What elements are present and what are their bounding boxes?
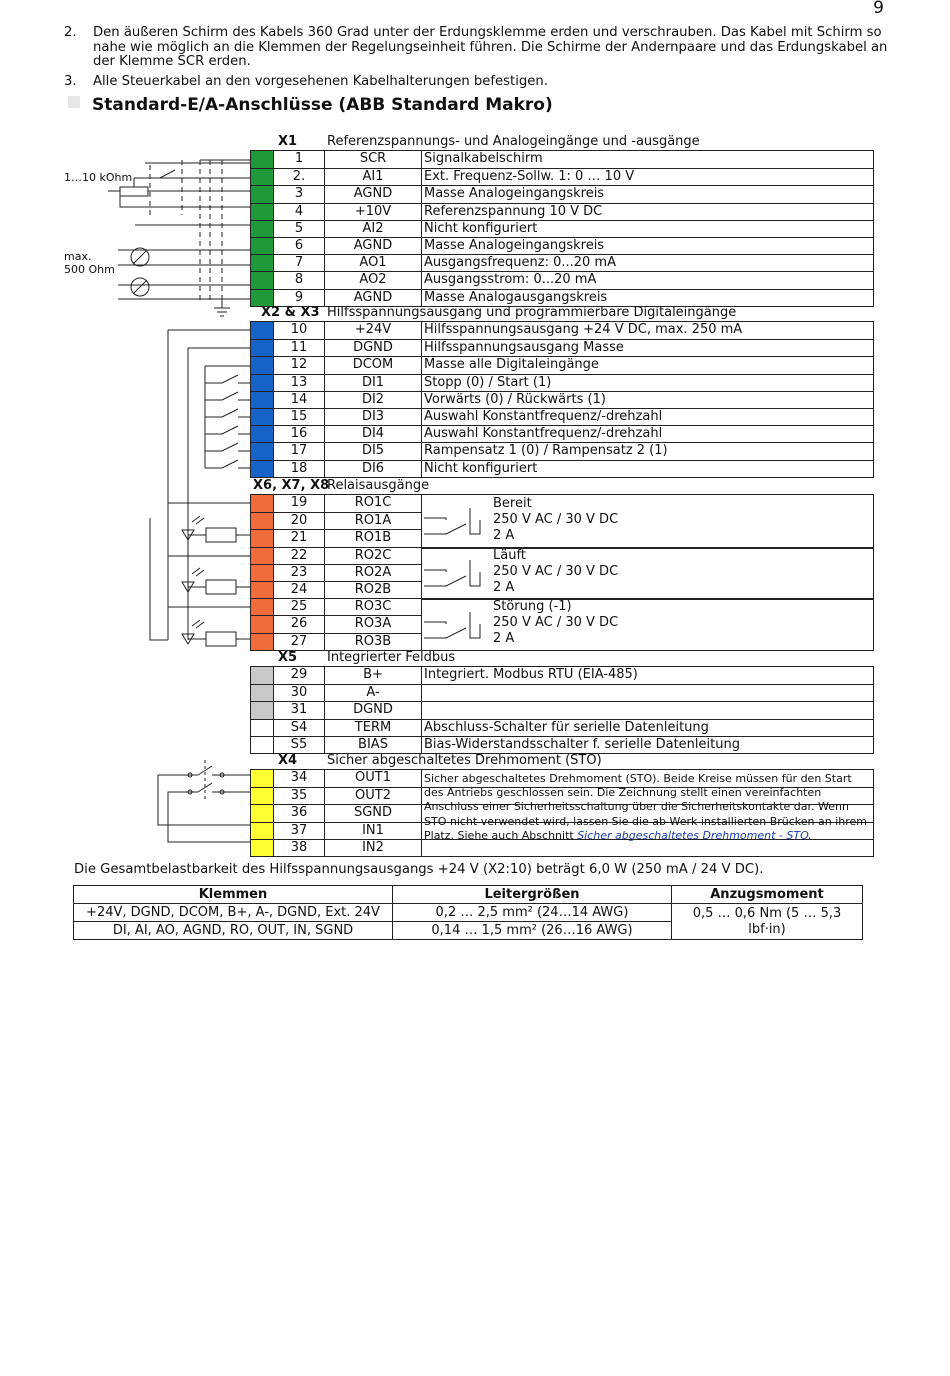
terminal-row [251,425,873,442]
terminal-row [251,667,873,684]
terminal-color-tab [251,186,274,202]
terminal-name: IN1 [325,823,422,839]
terminal-name: DI6 [325,461,422,477]
terminal-name: RO2C [325,548,422,564]
terminal-name: AGND [325,290,422,306]
pot-label: 1…10 kOhm [64,171,133,184]
terminal-number: 10 [274,322,325,339]
spec-row [74,904,863,922]
terminal-color-tab [251,685,274,701]
terminal-color-tab [251,357,274,373]
sto-section-link: Sicher abgeschaltetes Drehmoment - STO. [577,828,812,842]
terminal-number: 9 [274,290,325,306]
terminal-name: RO3A [325,615,422,632]
terminal-name: RO1C [325,495,422,512]
terminal-color-tab [251,204,274,220]
terminal-color-tab [251,667,274,684]
relay-line: 250 V AC / 30 V DC [493,615,619,631]
terminal-description [422,529,873,546]
terminal-number: S4 [274,720,325,736]
block-x5 [250,666,874,754]
terminal-row [251,719,873,736]
terminal-row [251,185,873,202]
terminal-name: AI1 [325,169,422,185]
terminal-name: AO2 [325,272,422,288]
terminal-row [251,322,873,339]
terminal-row [251,408,873,425]
terminal-name: AO1 [325,255,422,271]
terminal-row [251,289,873,306]
terminal-row [251,736,873,753]
block-x6 [250,494,874,651]
terminal-color-tab [251,169,274,185]
terminal-number: 26 [274,615,325,632]
terminal-name: B+ [325,667,422,684]
terminal-number: 29 [274,667,325,684]
terminal-color-tab [251,461,274,477]
group-id: X5 [278,650,298,665]
terminal-number: 3 [274,186,325,202]
terminal-number: 19 [274,495,325,512]
terminal-color-tab [251,720,274,736]
terminal-number: S5 [274,737,325,753]
terminal-color-tab [251,151,274,168]
terminal-description: Rampensatz 1 (0) / Rampensatz 2 (1) [424,443,668,459]
terminal-row [251,356,873,373]
terminal-color-tab [251,805,274,821]
block-x4 [250,769,874,857]
terminal-description: Masse Analogeingangskreis [424,186,605,202]
terminal-number: 16 [274,426,325,442]
terminal-row [251,203,873,220]
terminal-description: Referenzspannung 10 V DC [424,203,603,219]
terminal-description: Auswahl Konstantfrequenz/-drehzahl [424,426,663,442]
group-title: Relaisausgänge [327,478,430,493]
terminal-color-tab [251,633,274,650]
step-text: Alle Steuerkabel an den vorgesehenen Kabelhalterungen befestigen. [93,73,548,89]
terminal-color-tab [251,238,274,254]
terminal-name: RO1A [325,512,422,529]
relay-loads [150,503,250,646]
terminal-number: 25 [274,599,325,615]
terminal-name: +10V [325,204,422,220]
sto-switches [158,760,250,842]
terminal-name: IN2 [325,840,422,856]
col-header-leiter: Leitergrößen [393,886,672,904]
terminal-number: 24 [274,581,325,598]
terminal-name: DI4 [325,426,422,442]
group-title: Hilfsspannungsausgang und programmierbare Digitaleingänge [327,305,737,320]
terminal-name: DI1 [325,375,422,391]
relay-description [493,548,618,596]
terminal-row [251,460,873,477]
page-number: 9 [873,0,884,18]
relay-line: Bereit [493,496,532,511]
terminal-row [251,220,873,237]
terminal-color-tab [251,409,274,425]
terminal-number: 34 [274,770,325,787]
terminal-color-tab [251,581,274,598]
meter-symbol [131,248,149,296]
terminal-row [251,151,873,168]
spec-header-row [74,886,863,904]
terminal-color-tab [251,615,274,632]
terminal-description [422,633,873,650]
group-title: Sicher abgeschaltetes Drehmoment (STO) [327,753,602,768]
terminal-description [422,581,873,598]
terminal-name: DCOM [325,357,422,373]
terminal-row [251,168,873,185]
terminal-row [251,237,873,254]
terminal-description: Nicht konfiguriert [424,220,538,236]
terminal-color-tab [251,599,274,615]
terminal-description [422,702,873,718]
terminal-number: 38 [274,840,325,856]
sto-description [424,772,870,843]
relay-line: 2 A [493,579,515,595]
terminal-color-tab [251,255,274,271]
terminal-description: Masse Analogausgangskreis [424,289,608,305]
terminal-number: 2. [274,169,325,185]
col-header-anzug: Anzugsmoment [672,886,863,904]
terminal-number: 7 [274,255,325,271]
group-id: X4 [278,753,298,768]
relay-description [493,599,618,647]
group-title: Integrierter Feldbus [327,650,456,665]
terminal-description: Vorwärts (0) / Rückwärts (1) [424,391,606,407]
terminal-number: 17 [274,443,325,459]
terminal-number: 31 [274,702,325,718]
terminal-number: 36 [274,805,325,821]
step-number: 2. [64,25,77,40]
relay-description [493,496,618,544]
group-id: X2 & X3 [261,305,320,320]
cell-torque: 0,5 … 0,6 Nm (5 … 5,3 lbf·in) [672,904,863,940]
terminal-color-tab [251,702,274,718]
ground-symbol [214,300,230,316]
step-number: 3. [64,73,77,89]
terminal-number: 6 [274,238,325,254]
block-x2 [250,321,874,478]
terminal-row [251,442,873,459]
terminal-description [422,495,873,512]
terminal-number: 8 [274,272,325,288]
terminal-name: RO1B [325,529,422,546]
terminal-description: Auswahl Konstantfrequenz/-drehzahl [424,408,663,424]
terminal-name: RO2B [325,581,422,598]
terminal-color-tab [251,392,274,408]
terminal-color-tab [251,548,274,564]
relay-line: Störung (-1) [493,599,572,615]
terminal-name: OUT1 [325,770,422,787]
terminal-color-tab [251,512,274,529]
terminal-number: 23 [274,564,325,581]
terminal-number: 1 [274,151,325,168]
terminal-number: 5 [274,221,325,237]
terminal-row [251,391,873,408]
meter-label-2: 500 Ohm [64,263,115,276]
terminal-description: Ausgangsfrequenz: 0...20 mA [424,255,616,271]
terminal-description [422,599,873,615]
terminal-color-tab [251,221,274,237]
terminal-row [251,374,873,391]
terminal-color-tab [251,443,274,459]
terminal-name: OUT2 [325,788,422,804]
terminal-color-tab [251,564,274,581]
terminal-number: 22 [274,548,325,564]
relay-line: 250 V AC / 30 V DC [493,563,619,579]
terminal-number: 13 [274,375,325,391]
terminal-color-tab [251,375,274,391]
terminal-row [251,684,873,701]
terminal-name: DI2 [325,392,422,408]
relay-line: Läuft [493,547,526,563]
terminal-name: SGND [325,805,422,821]
terminal-name: A- [325,685,422,701]
terminal-description: Ext. Frequenz-Sollw. 1: 0 … 10 V [424,169,635,185]
terminal-name: DI5 [325,443,422,459]
terminal-number: 11 [274,340,325,356]
terminal-row [251,254,873,271]
terminal-description: Abschluss-Schalter für serielle Datenleitung [424,719,709,735]
terminal-number: 14 [274,392,325,408]
cell-klemmen: +24V, DGND, DCOM, B+, A-, DGND, Ext. 24V [74,904,393,922]
terminal-color-tab [251,529,274,546]
terminal-description: Stopp (0) / Start (1) [424,374,552,390]
terminal-description: Ausgangsstrom: 0...20 mA [424,272,597,288]
terminal-number: 4 [274,204,325,220]
terminal-description: Nicht konfiguriert [424,460,538,476]
terminal-number: 21 [274,529,325,546]
relay-line: 2 A [493,528,515,543]
meter-label-1: max. [64,250,92,263]
terminal-name: BIAS [325,737,422,753]
terminal-color-tab [251,322,274,339]
sto-text-body: Sicher abgeschaltetes Drehmoment (STO). Beide Kreise müssen für den Start des Antriebs geschlossen sein. Die Zeichnung stellt einen vereinfachten Anschluss einer Sicherheitsschaltung über die Sicherheitskontakte dar. Wenn STO nicht verwendet wird, lassen Sie die ab Werk installierten Brücken an ihrem Platz. Siehe auch Abschnitt [424,772,867,842]
terminal-number: 37 [274,823,325,839]
terminal-name: DGND [325,340,422,356]
shield-lines [150,160,222,300]
terminal-color-tab [251,495,274,512]
terminal-name: AGND [325,186,422,202]
cell-leiter: 0,2 … 2,5 mm² (24…14 AWG) [393,904,672,922]
terminal-row [251,701,873,718]
terminal-name: RO2A [325,564,422,581]
group-title: Referenzspannungs- und Analogeingänge und -ausgänge [327,134,700,149]
terminal-name: AI2 [325,221,422,237]
block-x1 [250,150,874,307]
terminal-number: 12 [274,357,325,373]
terminal-name: AGND [325,238,422,254]
terminal-name: DI3 [325,409,422,425]
terminal-name: SCR [325,151,422,168]
terminal-name: DGND [325,702,422,718]
terminal-name: RO3B [325,633,422,650]
terminal-description: Bias-Widerstandsschalter f. serielle Datenleitung [424,736,740,752]
terminal-description: Hilfsspannungsausgang +24 V DC, max. 250 mA [424,322,743,337]
terminal-description: Masse Analogeingangskreis [424,237,605,253]
cell-leiter: 0,14 … 1,5 mm² (26…16 AWG) [393,922,672,940]
group-id: X1 [278,134,298,149]
terminal-color-tab [251,840,274,856]
terminal-number: 30 [274,685,325,701]
terminal-description [422,512,873,529]
terminal-row [251,339,873,356]
section-heading: Standard-E/A-Anschlüsse (ABB Standard Makro) [92,95,553,115]
terminal-row [251,271,873,288]
terminal-number: 18 [274,461,325,477]
group-id: X6, X7, X8 [253,478,330,493]
terminal-color-tab [251,770,274,787]
terminal-color-tab [251,290,274,306]
relay-line: 250 V AC / 30 V DC [493,512,619,527]
terminal-description: Integriert. Modbus RTU (EIA-485) [424,667,638,682]
load-note: Die Gesamtbelastbarkeit des Hilfsspannungsausgangs +24 V (X2:10) beträgt 6,0 W (250 mA / 24 V DC). [74,862,764,877]
terminal-number: 20 [274,512,325,529]
terminal-description: Signalkabelschirm [424,151,543,166]
spec-table [73,885,863,940]
terminal-color-tab [251,788,274,804]
terminal-description: Masse alle Digitaleingänge [424,357,599,373]
terminal-description [422,685,873,701]
terminal-color-tab [251,272,274,288]
terminal-number: 35 [274,788,325,804]
terminal-color-tab [251,737,274,753]
cell-klemmen: DI, AI, AO, AGND, RO, OUT, IN, SGND [74,922,393,940]
terminal-description [422,548,873,564]
terminal-number: 27 [274,633,325,650]
step-text: Den äußeren Schirm des Kabels 360 Grad unter der Erdungsklemme erden und verschrauben. Das Kabel mit Schirm so nahe wie möglich an die Klemmen der Regelungseinheit führen. Die Schirme der Andernpaare und das Erdungskabel an der Klemme SCR erden. [93,25,888,70]
terminal-number: 15 [274,409,325,425]
terminal-color-tab [251,823,274,839]
terminal-name: +24V [325,322,422,339]
terminal-color-tab [251,426,274,442]
terminal-description [422,615,873,632]
terminal-name: TERM [325,720,422,736]
terminal-description [422,564,873,581]
relay-line: 2 A [493,631,515,647]
terminal-color-tab [251,340,274,356]
terminal-description: Hilfsspannungsausgang Masse [424,340,624,356]
terminal-name: RO3C [325,599,422,615]
col-header-klemmen: Klemmen [74,886,393,904]
